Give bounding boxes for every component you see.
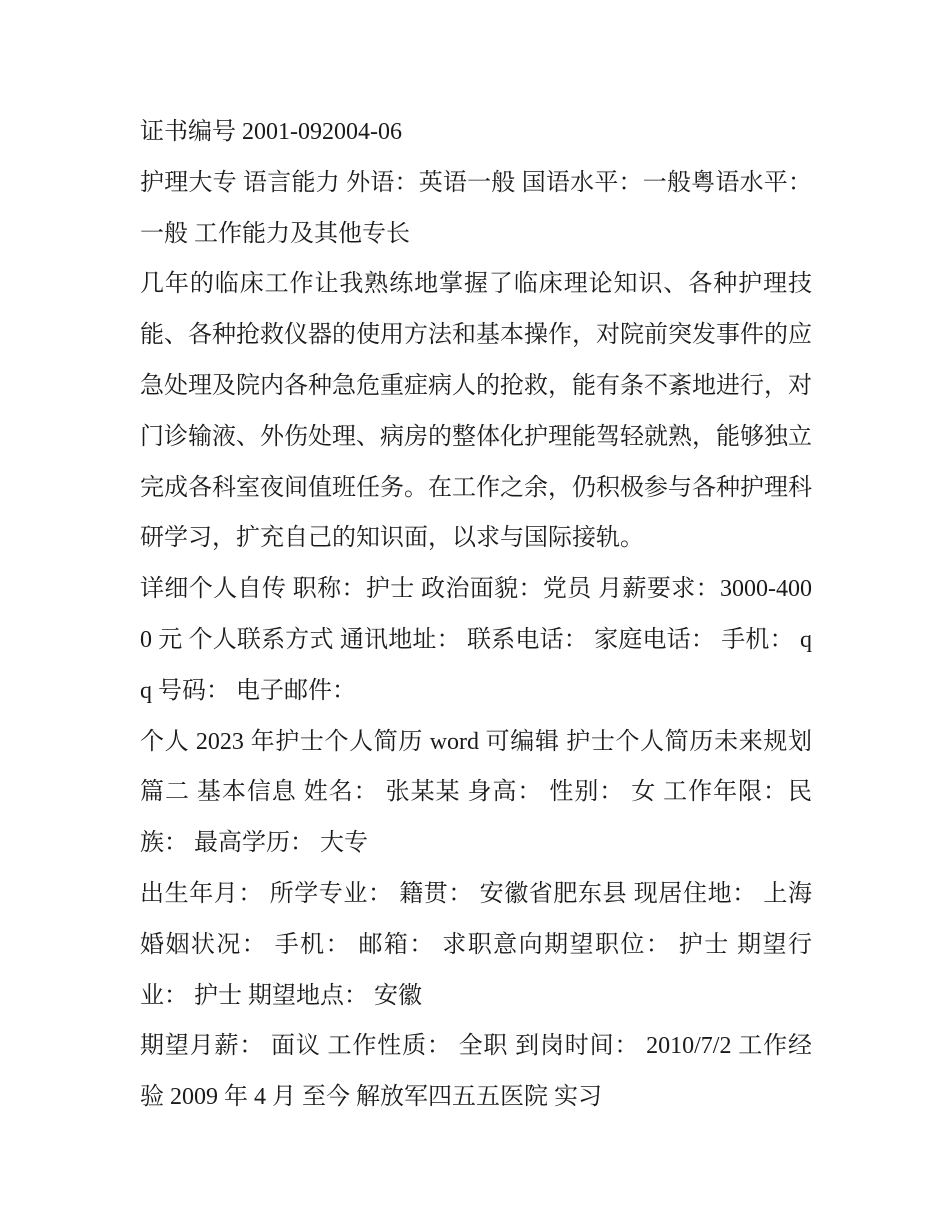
certificate-number-line: 证书编号 2001-092004-06 — [140, 119, 402, 145]
basic-info-paragraph: 个人 2023 年护士个人简历 word 可编辑 护士个人简历未来规划篇二 基本信息 姓名： 张某某 身高： 性别： 女 工作年限：民族： 最高学历： 大专 — [140, 728, 812, 857]
birth-and-intention-paragraph: 出生年月： 所学专业： 籍贯： 安徽省肥东县 现居住地： 上海 婚姻状况： 手机： 邮箱： 求职意向期望职位： 护士 期望行业： 护士 期望地点： 安徽 — [140, 880, 812, 1009]
language-ability-paragraph: 护理大专 语言能力 外语：英语一般 国语水平：一般粤语水平：一般 工作能力及其他专长 — [140, 169, 812, 247]
work-ability-paragraph: 几年的临床工作让我熟练地掌握了临床理论知识、各种护理技能、各种抢救仪器的使用方法和基本操作，对院前突发事件的应急处理及院内各种急危重症病人的抢救，能有条不紊地进行，对门诊输液、外伤处理、病房的整体化护理能驾轻就熟，能够独立完成各科室夜间值班任务。在工作之余，仍积极参与各种护理科研学习，扩充自己的知识面，以求与国际接轨。 — [140, 271, 812, 552]
document-body — [140, 107, 812, 1123]
salary-and-experience-paragraph: 期望月薪： 面议 工作性质： 全职 到岗时间： 2010/7/2 工作经验 2009 年 4 月 至今 解放军四五五医院 实习 — [140, 1033, 812, 1111]
personal-details-paragraph: 详细个人自传 职称：护士 政治面貌：党员 月薪要求：3000-4000 元 个人联系方式 通讯地址： 联系电话： 家庭电话： 手机： qq 号码： 电子邮件： — [140, 576, 812, 704]
